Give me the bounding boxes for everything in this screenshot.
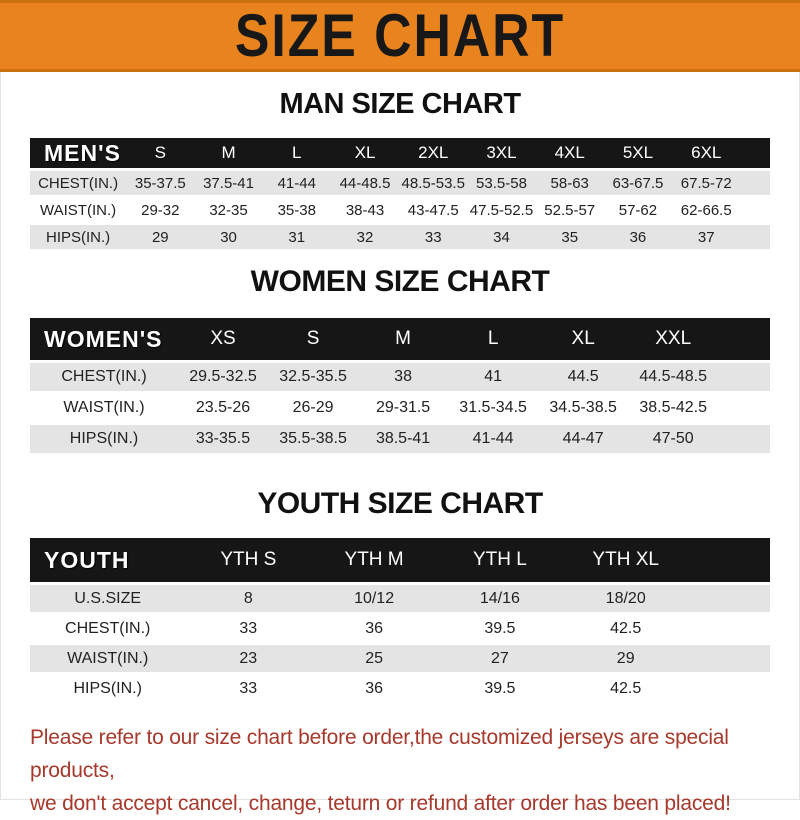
size-column-header: L bbox=[292, 143, 302, 162]
filler-cell bbox=[718, 318, 770, 360]
size-value-cell: 47-50 bbox=[652, 430, 694, 447]
size-column-header: M bbox=[395, 328, 411, 349]
size-value-cell: 27 bbox=[490, 649, 509, 667]
size-value-cell: 42.5 bbox=[610, 619, 642, 637]
table-row bbox=[30, 225, 770, 249]
size-value-cell: 33 bbox=[424, 228, 442, 246]
table-row bbox=[30, 585, 770, 612]
size-value-cell: 32 bbox=[356, 228, 374, 246]
filler-cell bbox=[740, 171, 770, 195]
size-value-cell: 37 bbox=[697, 228, 715, 246]
size-value-cell: 32.5-35.5 bbox=[279, 368, 347, 385]
filler-cell bbox=[689, 675, 770, 702]
measurement-row-label: U.S.SIZE bbox=[74, 589, 142, 607]
measurement-row-label: CHEST(IN.) bbox=[65, 619, 151, 637]
size-value-cell: 29 bbox=[616, 649, 635, 667]
youth-section-heading: YOUTH SIZE CHART bbox=[257, 487, 543, 520]
size-value-cell: 57-62 bbox=[618, 201, 658, 219]
filler-cell bbox=[718, 363, 770, 391]
size-value-cell: 44-48.5 bbox=[339, 174, 391, 192]
size-value-cell: 29.5-32.5 bbox=[189, 368, 257, 385]
size-value-cell: 39.5 bbox=[484, 679, 516, 697]
size-column-header: 3XL bbox=[486, 143, 517, 162]
size-value-cell: 38.5-41 bbox=[375, 430, 431, 447]
size-value-cell: 35 bbox=[561, 228, 579, 246]
size-value-cell: 53.5-58 bbox=[476, 174, 527, 192]
size-value-cell: 23.5-26 bbox=[195, 399, 251, 416]
size-column-header: S bbox=[154, 143, 166, 162]
size-value-cell: 38.5-42.5 bbox=[639, 399, 707, 416]
size-value-cell: 43-47.5 bbox=[407, 201, 459, 219]
youth-size-table bbox=[30, 535, 770, 705]
measurement-row-label: CHEST(IN.) bbox=[38, 174, 119, 192]
size-column-header: YTH XL bbox=[592, 549, 659, 570]
table-row bbox=[30, 675, 770, 702]
measurement-row-label: HIPS(IN.) bbox=[46, 228, 111, 246]
size-column-header: XL bbox=[571, 328, 595, 349]
size-column-header: 5XL bbox=[622, 143, 654, 162]
size-value-cell: 35-38 bbox=[277, 201, 316, 219]
size-value-cell: 44.5-48.5 bbox=[639, 368, 707, 385]
size-value-cell: 33 bbox=[239, 619, 258, 637]
filler-cell bbox=[689, 615, 770, 642]
measurement-row-label: HIPS(IN.) bbox=[73, 679, 142, 697]
size-column-header: S bbox=[306, 328, 320, 349]
size-value-cell: 41 bbox=[484, 368, 502, 385]
size-value-cell: 48.5-53.5 bbox=[401, 174, 465, 192]
order-note bbox=[30, 721, 800, 820]
size-value-cell: 44-47 bbox=[562, 430, 604, 447]
size-value-cell: 42.5 bbox=[610, 679, 642, 697]
filler-cell bbox=[740, 138, 770, 168]
size-column-header: M bbox=[221, 143, 236, 162]
size-value-cell: 23 bbox=[239, 649, 258, 667]
size-value-cell: 10/12 bbox=[354, 589, 395, 607]
measurement-row-label: WAIST(IN.) bbox=[40, 201, 117, 219]
size-column-header: L bbox=[487, 328, 499, 349]
note-line-2: we don't accept cancel, change, teturn or refund after order has been placed! bbox=[30, 792, 731, 815]
size-value-cell: 63-67.5 bbox=[612, 174, 664, 192]
table-header-row bbox=[30, 318, 770, 360]
size-value-cell: 35.5-38.5 bbox=[279, 430, 347, 447]
size-value-cell: 36 bbox=[365, 679, 383, 697]
size-column-header: 4XL bbox=[554, 143, 585, 162]
filler-cell bbox=[718, 425, 770, 453]
size-column-header: XS bbox=[210, 328, 236, 349]
women-section-heading: WOMEN SIZE CHART bbox=[250, 265, 550, 298]
section-women bbox=[0, 266, 800, 456]
size-value-cell: 31.5-34.5 bbox=[459, 399, 527, 416]
size-value-cell: 38-43 bbox=[345, 201, 385, 219]
size-value-cell: 34 bbox=[493, 228, 510, 246]
size-value-cell: 62-66.5 bbox=[680, 201, 732, 219]
size-value-cell: 14/16 bbox=[479, 589, 520, 607]
size-value-cell: 37.5-41 bbox=[203, 174, 254, 192]
table-group-label: WOMEN'S bbox=[44, 325, 163, 352]
table-row bbox=[30, 645, 770, 672]
banner bbox=[0, 0, 800, 72]
size-value-cell: 38 bbox=[394, 368, 412, 385]
size-value-cell: 29-31.5 bbox=[375, 399, 431, 416]
table-row bbox=[30, 394, 770, 422]
size-column-header: 2XL bbox=[418, 143, 449, 162]
table-row bbox=[30, 363, 770, 391]
table-header-row bbox=[30, 138, 770, 168]
filler-cell bbox=[689, 645, 770, 672]
size-value-cell: 25 bbox=[365, 649, 383, 667]
measurement-row-label: CHEST(IN.) bbox=[61, 368, 147, 385]
size-column-header: YTH L bbox=[472, 549, 527, 570]
size-value-cell: 29-32 bbox=[141, 201, 180, 219]
size-column-header: 6XL bbox=[691, 143, 722, 162]
size-value-cell: 36 bbox=[629, 228, 647, 246]
filler-cell bbox=[689, 585, 770, 612]
men-size-table bbox=[30, 135, 770, 252]
section-youth bbox=[0, 488, 800, 705]
size-value-cell: 33-35.5 bbox=[195, 430, 251, 447]
size-value-cell: 26-29 bbox=[292, 399, 334, 416]
size-column-header: XXL bbox=[655, 328, 692, 349]
section-men bbox=[0, 88, 800, 252]
size-value-cell: 39.5 bbox=[484, 619, 516, 637]
table-group-label: MEN'S bbox=[44, 139, 121, 166]
size-value-cell: 29 bbox=[151, 228, 169, 246]
table-row bbox=[30, 171, 770, 195]
size-value-cell: 44.5 bbox=[567, 368, 599, 385]
size-value-cell: 30 bbox=[220, 228, 237, 246]
size-value-cell: 41-44 bbox=[277, 174, 316, 192]
table-row bbox=[30, 198, 770, 222]
filler-cell bbox=[689, 538, 770, 582]
size-value-cell: 47.5-52.5 bbox=[469, 201, 534, 219]
filler-cell bbox=[718, 394, 770, 422]
size-column-header: YTH S bbox=[220, 549, 277, 570]
men-section-heading: MAN SIZE CHART bbox=[279, 88, 521, 120]
measurement-row-label: WAIST(IN.) bbox=[67, 649, 149, 667]
size-value-cell: 18/20 bbox=[605, 589, 646, 607]
filler-cell bbox=[740, 225, 770, 249]
size-column-header: YTH M bbox=[344, 549, 404, 570]
measurement-row-label: HIPS(IN.) bbox=[69, 430, 139, 447]
size-value-cell: 58-63 bbox=[550, 174, 589, 192]
size-value-cell: 33 bbox=[239, 679, 258, 697]
page-title: SIZE CHART bbox=[234, 2, 566, 70]
size-value-cell: 8 bbox=[243, 589, 253, 607]
table-group-label: YOUTH bbox=[44, 546, 130, 573]
table-header-row bbox=[30, 538, 770, 582]
size-value-cell: 35-37.5 bbox=[134, 174, 186, 192]
table-row bbox=[30, 615, 770, 642]
size-column-header: XL bbox=[354, 143, 376, 162]
size-value-cell: 31 bbox=[288, 228, 306, 246]
size-value-cell: 36 bbox=[365, 619, 383, 637]
size-value-cell: 67.5-72 bbox=[680, 174, 732, 192]
filler-cell bbox=[740, 198, 770, 222]
size-value-cell: 41-44 bbox=[472, 430, 514, 447]
note-line-1: Please refer to our size chart before order,the customized jerseys are special products, bbox=[30, 726, 729, 782]
size-value-cell: 52.5-57 bbox=[544, 201, 596, 219]
measurement-row-label: WAIST(IN.) bbox=[63, 399, 145, 416]
size-value-cell: 34.5-38.5 bbox=[549, 399, 617, 416]
size-value-cell: 32-35 bbox=[209, 201, 248, 219]
women-size-table bbox=[30, 315, 770, 456]
table-row bbox=[30, 425, 770, 453]
